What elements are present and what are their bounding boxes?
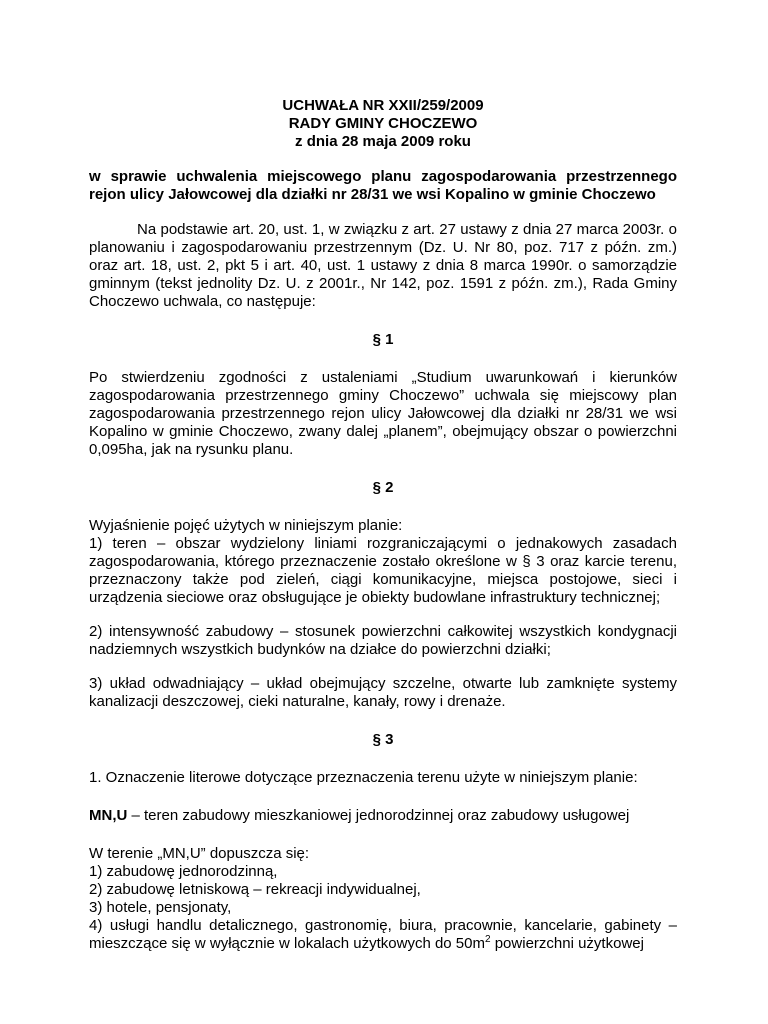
document-body [89, 97, 677, 953]
legal-basis: Na podstawie art. 20, ust. 1, w związku z art. 27 ustawy z dnia 27 marca 2003r. o planowaniu i zagospodarowaniu przestrzennym (Dz. U. Nr 80, poz. 717 z późn. zm.) oraz art. 18, ust. 2, pkt 5 i art. 40, ust. 1 ustawy z dnia 8 marca 1990r. o samorządzie gminnym (tekst jednolity Dz. U. z 2001r., Nr 142, poz. 1591 z późn. zm.), Rada Gminy Choczewo uchwala, co następuje: [89, 221, 677, 310]
resolution-number: UCHWAŁA NR XXII/259/2009 [282, 97, 484, 114]
section-3-list-item: 2) zabudowę letniskową – rekreacji indywidualnej, [89, 881, 421, 898]
section-3-list-item: 1) zabudowę jednorodzinną, [89, 863, 278, 880]
resolution-subject: w sprawie uchwalenia miejscowego planu zagospodarowania przestrzennego rejon ulicy Jałowcowej dla działki nr 28/31 we wsi Kopalino w gminie Choczewo [89, 168, 677, 203]
section-3-mnu-definition [89, 807, 677, 825]
council-name: RADY GMINY CHOCZEWO [288, 115, 478, 132]
section-2-item-3: 3) układ odwadniający – układ obejmujący szczelne, otwarte lub zamknięte systemy kanalizacji deszczowej, cieki naturalne, kanały, rowy i drenaże. [89, 675, 677, 710]
section-2-lead: Wyjaśnienie pojęć użytych w niniejszym planie: [89, 517, 403, 534]
section-1-text: Po stwierdzeniu zgodności z ustaleniami „Studium uwarunkowań i kierunków zagospodarowania przestrzennego gminy Choczewo” uchwala się miejscowy plan zagospodarowania przestrzennego rejon ulicy Jałowcowej dla działki nr 28/31 we wsi Kopalino w gminie Choczewo, zwany dalej „planem”, obejmujący obszar o powierzchni 0,095ha, jak na rysunku planu. [89, 369, 677, 458]
section-2-item-1: 1) teren – obszar wydzielony liniami rozgraniczającymi o jednakowych zasadach zagospodarowania, którego przeznaczenie zostało określone w § 3 oraz karcie terenu, przeznaczony także pod zieleń, ciągi komunikacyjne, miejsca postojowe, sieci i urządzenia sieciowe oraz obsługujące je obiekty budowlane infrastruktury technicznej; [89, 535, 677, 606]
section-3-list-item-4 [89, 917, 677, 953]
section-1-mark: § 1 [372, 331, 394, 348]
section-3-item-1: 1. Oznaczenie literowe dotyczące przeznaczenia terenu użyte w niniejszym planie: [89, 769, 638, 786]
section-2-mark: § 2 [372, 479, 394, 496]
section-3-mark: § 3 [372, 731, 394, 748]
resolution-date: z dnia 28 maja 2009 roku [295, 133, 471, 150]
mnu-text: – teren zabudowy mieszkaniowej jednorodzinnej oraz zabudowy usługowej [127, 807, 630, 824]
item-4-superscript: 2 [484, 934, 491, 945]
mnu-label: MN,U [89, 807, 128, 824]
item-4-text: 4) usługi handlu detalicznego, gastronomię, biura, pracownie, kancelarie, gabinety – mieszczące się w wyłącznie w lokalach użytkowych do 50m [89, 917, 677, 952]
section-3-allow-lead: W terenie „MN,U” dopuszcza się: [89, 845, 310, 862]
resolution-header [89, 97, 677, 151]
section-2-item-2: 2) intensywność zabudowy – stosunek powierzchni całkowitej wszystkich kondygnacji nadziemnych wszystkich budynków na działce do powierzchni działki; [89, 623, 677, 658]
item-4-text-end: powierzchni użytkowej [490, 935, 644, 952]
section-3-list-item: 3) hotele, pensjonaty, [89, 899, 232, 916]
